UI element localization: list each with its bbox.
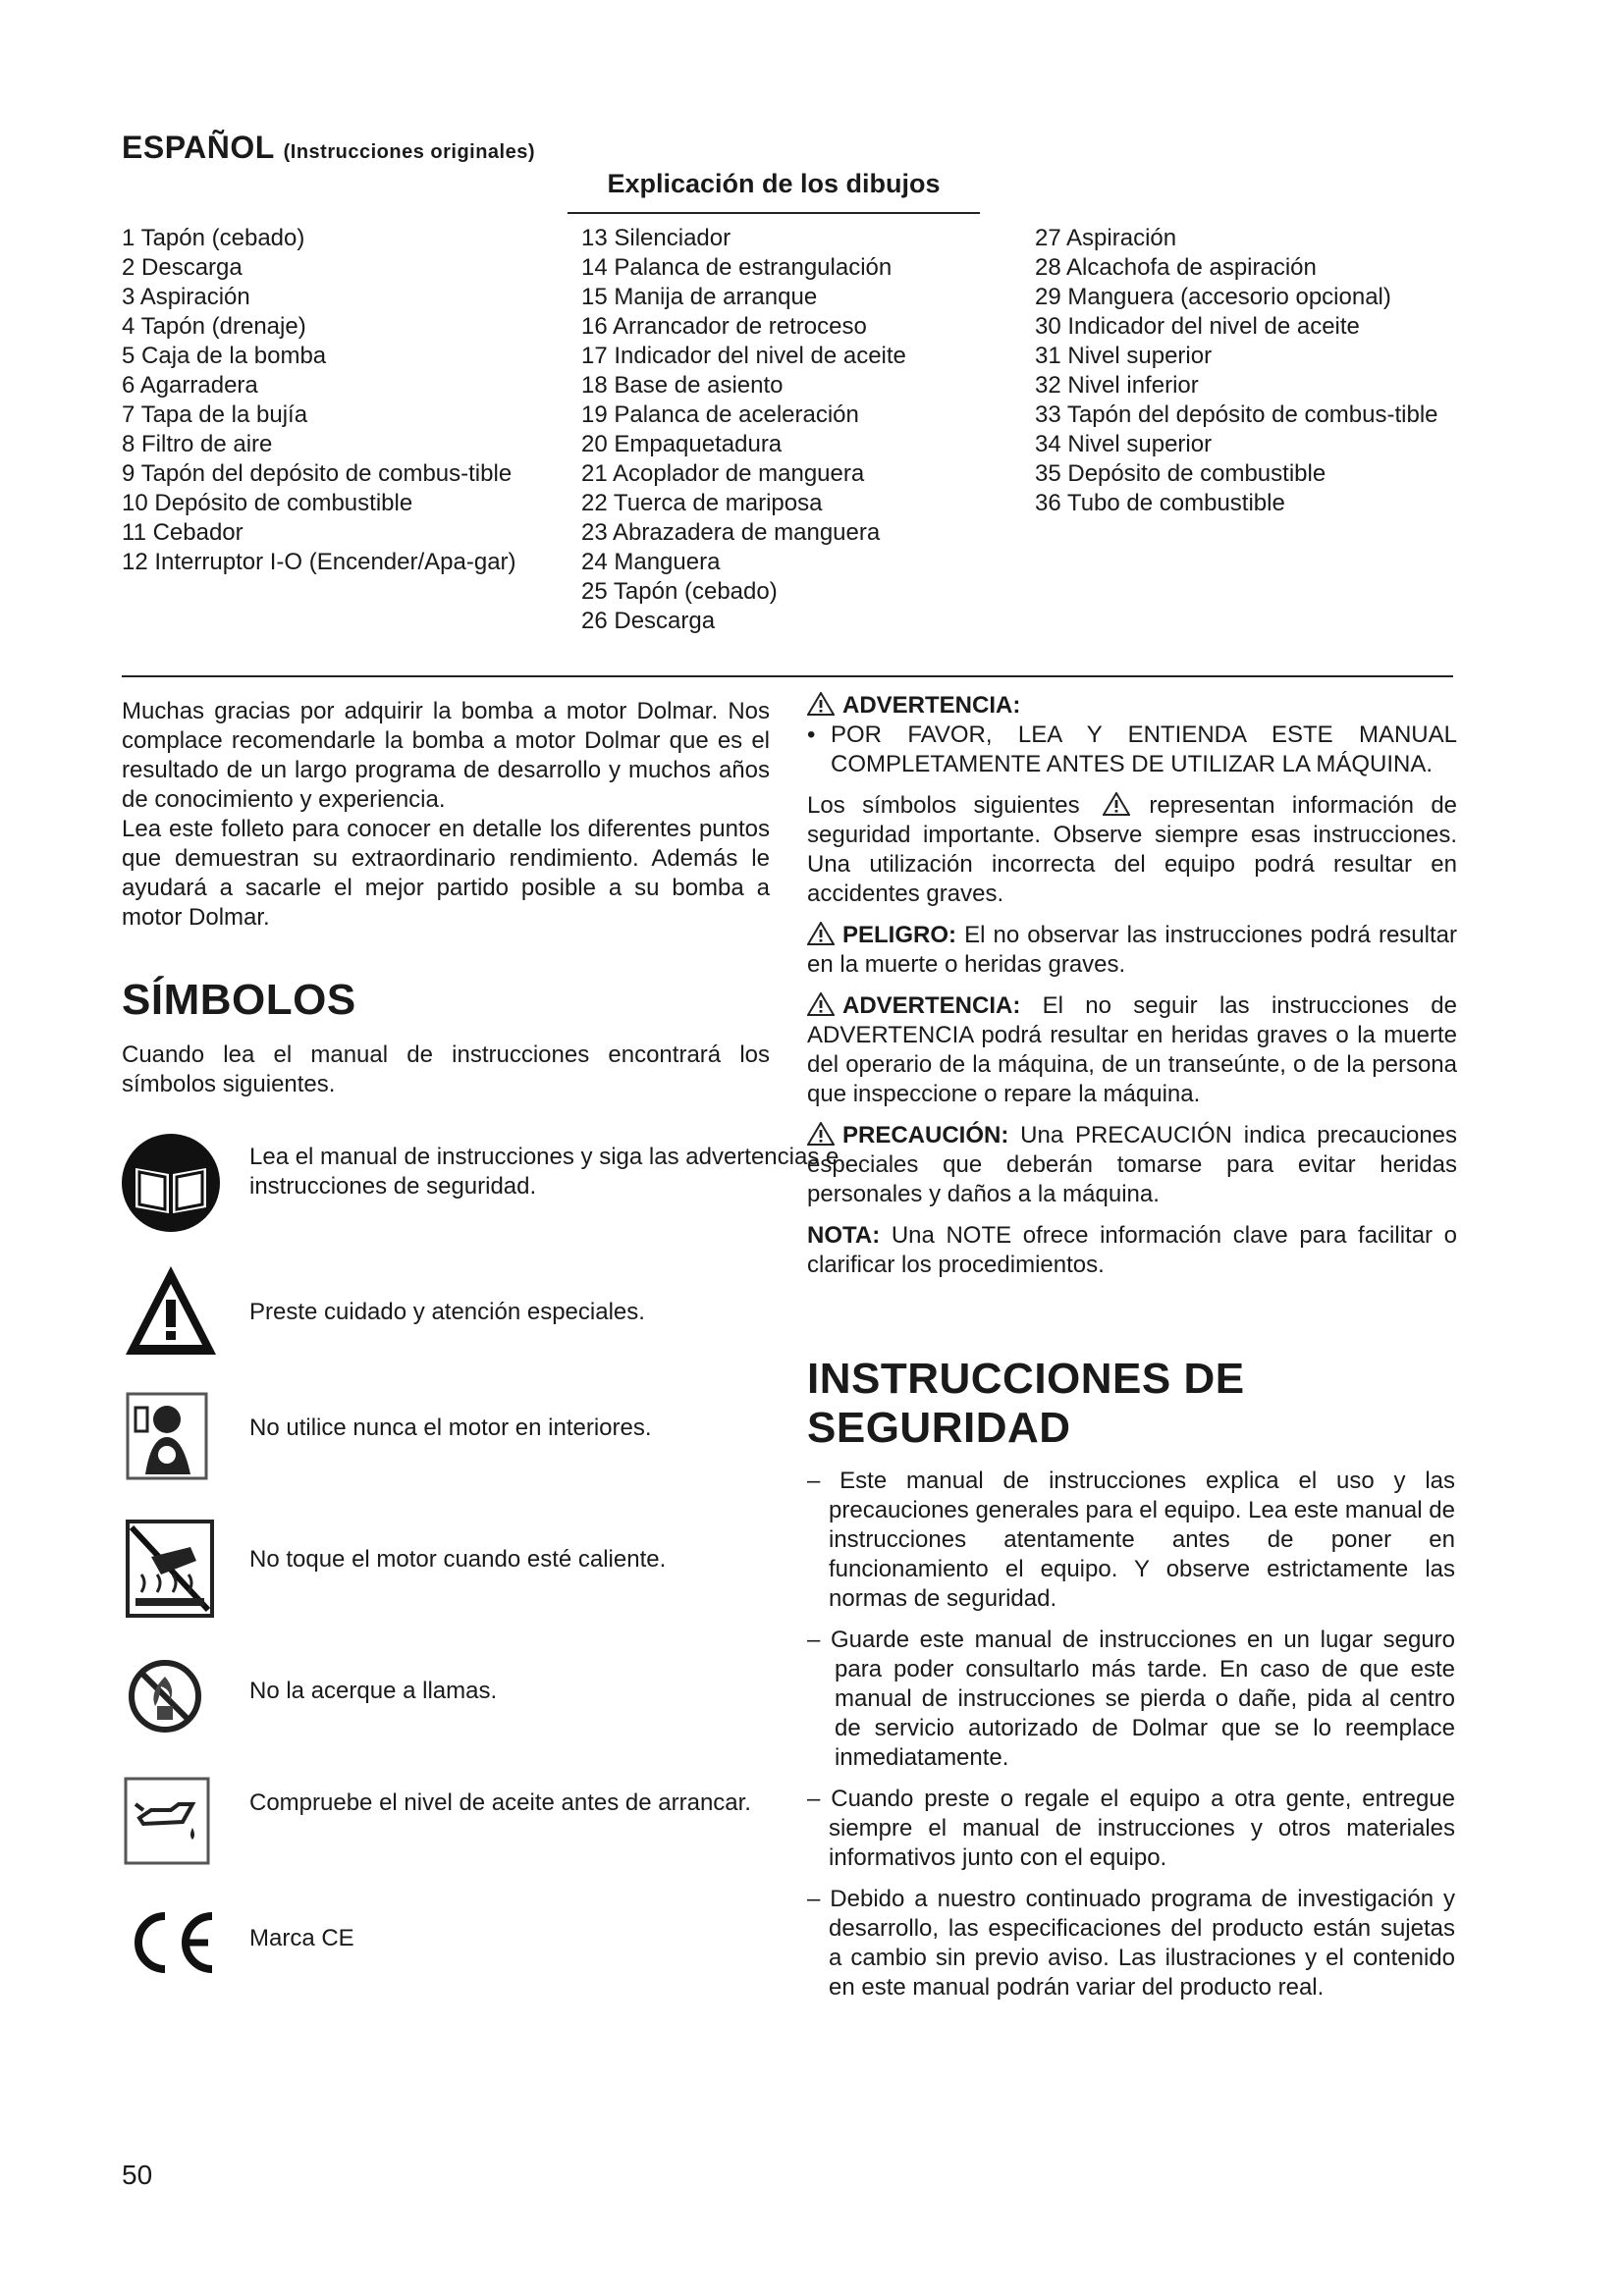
dash-glyph: –	[807, 1786, 832, 1812]
section-divider	[122, 675, 1453, 677]
language-subtitle: (Instrucciones originales)	[283, 141, 536, 163]
nota-paragraph	[807, 1221, 1457, 1280]
figures-title-underline	[568, 212, 980, 214]
advertencia-label: ADVERTENCIA:	[842, 692, 1021, 719]
list-item: 22 Tuerca de mariposa	[581, 490, 823, 516]
figures-title: Explicación de los dibujos	[607, 169, 941, 198]
list-item: 32 Nivel inferior	[1035, 372, 1199, 399]
list-item: 16 Arrancador de retroceso	[581, 313, 867, 340]
symbols-explanation	[807, 791, 1457, 909]
page-number: 50	[122, 2160, 153, 2190]
list-item: 19 Palanca de aceleración	[581, 401, 859, 428]
figures-column-1	[122, 224, 544, 577]
list-item: 2 Descarga	[122, 254, 243, 281]
warnings-block	[807, 691, 1457, 1280]
list-item: 33 Tapón del depósito de combus-tible	[1035, 401, 1438, 428]
list-item: 4 Tapón (drenaje)	[122, 313, 306, 340]
list-item: 28 Alcachofa de aspiración	[1035, 254, 1317, 281]
list-item: 24 Manguera	[581, 549, 721, 575]
list-item: 29 Manguera (accesorio opcional)	[1035, 284, 1391, 310]
ce-mark-icon	[122, 1895, 220, 2002]
safety-heading	[807, 1355, 1245, 1453]
symbol-row-hot-surface	[122, 1518, 770, 1626]
intro-paragraph-1: Muchas gracias por adquirir la bomba a motor Dolmar. Nos complace recomendarle la bomba a motor Dolmar que es el resultado de un largo programa de desarrollo y muchos años de conocimiento y experiencia.	[122, 698, 770, 813]
read-manual-icon	[122, 1129, 220, 1237]
page-header	[122, 130, 535, 166]
list-item	[807, 1885, 1455, 2002]
safety-item-text: Debido a nuestro continuado programa de investigación y desarrollo, las especificaciones del producto están sujetas a cambio sin previo aviso. Las ilustraciones y el contenido en este manual podrán variar del producto real.	[829, 1886, 1455, 2001]
intro-paragraph-2: Lea este folleto para conocer en detalle los diferentes puntos que demuestran su extraordinario rendimiento. Además le ayudará a sacarle el mejor partido posible a su bomba a motor Dolmar.	[122, 816, 770, 931]
dash-glyph: –	[807, 1886, 831, 1912]
list-item: 18 Base de asiento	[581, 372, 784, 399]
hot-surface-icon	[122, 1518, 220, 1626]
safety-item-text: Cuando preste o regale el equipo a otra gente, entregue siempre el manual de instrucciones y otros materiales informativos junto con el equipo.	[829, 1786, 1456, 1871]
nota-label: NOTA:	[807, 1222, 881, 1249]
symbol-text: No toque el motor cuando esté caliente.	[249, 1546, 667, 1573]
list-item: 8 Filtro de aire	[122, 431, 273, 457]
list-item: 20 Empaquetadura	[581, 431, 783, 457]
dash-glyph: –	[807, 1468, 840, 1494]
no-flames-icon	[122, 1647, 220, 1755]
list-item: 35 Depósito de combustible	[1035, 460, 1326, 487]
precaucion-label: PRECAUCIÓN:	[842, 1122, 1009, 1148]
symbol-row-oil-level	[122, 1775, 770, 1883]
list-item: 25 Tapón (cebado)	[581, 578, 778, 605]
list-item: 11 Cebador	[122, 519, 244, 546]
precaucion-text: Una PRECAUCIÓN indica precauciones especiales que deberán tomarse para evitar heridas personales y daños a la máquina.	[807, 1122, 1458, 1207]
oil-level-icon	[122, 1775, 220, 1883]
symbol-text: No utilice nunca el motor en interiores.	[249, 1415, 652, 1441]
list-item: 34 Nivel superior	[1035, 431, 1213, 457]
safety-item-text: Guarde este manual de instrucciones en un lugar seguro para poder consultarlo más tarde. En caso de que este manual de instrucciones se pierda o dañe, pida al centro de servicio autorizado de Dolmar que se lo reemplace inmediatamente.	[830, 1627, 1456, 1771]
warning-triangle-icon	[807, 692, 835, 716]
warning-triangle-icon	[807, 922, 835, 945]
list-item: 15 Manija de arranque	[581, 284, 818, 310]
safety-heading-line-2: SEGURIDAD	[807, 1404, 1071, 1452]
symbol-text: No la acerque a llamas.	[249, 1678, 498, 1704]
dash-glyph: –	[807, 1627, 831, 1653]
list-item: 23 Abrazadera de manguera	[581, 519, 881, 546]
list-item: 7 Tapa de la bujía	[122, 401, 308, 428]
list-item: 36 Tubo de combustible	[1035, 490, 1285, 516]
safety-heading-line-1: INSTRUCCIONES DE	[807, 1355, 1245, 1403]
list-item: 10 Depósito de combustible	[122, 490, 413, 516]
symbols-intro: Cuando lea el manual de instrucciones encontrará los símbolos siguientes.	[122, 1041, 770, 1097]
bullet-glyph: •	[807, 721, 816, 748]
figures-column-3	[1035, 224, 1467, 518]
symbol-row-no-flames	[122, 1647, 770, 1755]
list-item: 5 Caja de la bomba	[122, 343, 327, 369]
warning-triangle-icon	[807, 1122, 835, 1146]
list-item: 1 Tapón (cebado)	[122, 225, 305, 251]
list-item: 26 Descarga	[581, 608, 716, 634]
list-item: 21 Acoplador de manguera	[581, 460, 865, 487]
precaucion-paragraph	[807, 1121, 1457, 1209]
warning-triangle-icon	[122, 1258, 220, 1366]
warning-triangle-icon	[1103, 792, 1130, 816]
nota-text: Una NOTE ofrece información clave para facilitar o clarificar los procedimientos.	[807, 1222, 1458, 1278]
list-item: 13 Silenciador	[581, 225, 731, 251]
list-item: 30 Indicador del nivel de aceite	[1035, 313, 1360, 340]
symbol-row-ce	[122, 1895, 770, 2002]
list-item	[807, 1785, 1455, 1873]
symbol-row-warning	[122, 1258, 770, 1366]
advertencia-heading	[807, 691, 1457, 721]
safety-item-text: Este manual de instrucciones explica el uso y las precauciones generales para el equipo. Lea este manual de instrucciones atentamente antes de poner en funcionamiento el equipo. Y observe estrictamente las normas de seguridad.	[829, 1468, 1455, 1612]
list-item: 6 Agarradera	[122, 372, 258, 399]
list-item: 12 Interruptor I-O (Encender/Apa-gar)	[122, 549, 516, 575]
advertencia-paragraph	[807, 991, 1457, 1109]
list-item: 9 Tapón del depósito de combus-tible	[122, 460, 513, 487]
symbol-text: Compruebe el nivel de aceite antes de arrancar.	[249, 1789, 751, 1816]
figures-column-2	[581, 224, 1013, 636]
symbols-explanation-post: representan información de seguridad importante. Observe siempre esas instrucciones. Una utilización incorrecta del equipo podrá resultar en accidentes graves.	[807, 792, 1458, 907]
list-item: 3 Aspiración	[122, 284, 250, 310]
symbol-row-read-manual	[122, 1129, 839, 1237]
list-item	[807, 1626, 1455, 1773]
peligro-label: PELIGRO:	[842, 922, 957, 948]
safety-list	[807, 1467, 1455, 2002]
list-item: 31 Nivel superior	[1035, 343, 1213, 369]
no-indoor-use-icon	[122, 1386, 220, 1494]
advertencia2-text: El no seguir las instrucciones de ADVERTENCIA podrá resultar en heridas graves o la muerte del operario de la máquina, de un transeúnte, o de la persona que inspeccione o repare la máquina.	[807, 992, 1457, 1107]
symbol-row-no-indoor	[122, 1386, 770, 1494]
symbol-text: Preste cuidado y atención especiales.	[249, 1299, 645, 1325]
symbol-text: Lea el manual de instrucciones y siga las advertencias e instrucciones de seguridad.	[249, 1144, 839, 1200]
symbols-explanation-pre: Los símbolos siguientes	[807, 792, 1080, 819]
language-title: ESPAÑOL	[122, 130, 275, 165]
warning-triangle-icon	[807, 992, 835, 1016]
list-item: 27 Aspiración	[1035, 225, 1177, 251]
symbol-text: Marca CE	[249, 1925, 354, 1951]
symbols-heading: SÍMBOLOS	[122, 976, 356, 1024]
list-item	[807, 1467, 1455, 1614]
list-item: 14 Palanca de estrangulación	[581, 254, 893, 281]
list-item: 17 Indicador del nivel de aceite	[581, 343, 906, 369]
advertencia-bullet-text: POR FAVOR, LEA Y ENTIENDA ESTE MANUAL COMPLETAMENTE ANTES DE UTILIZAR LA MÁQUINA.	[831, 721, 1457, 777]
peligro-text: El no observar las instrucciones podrá resultar en la muerte o heridas graves.	[807, 922, 1457, 978]
advertencia2-label: ADVERTENCIA:	[842, 992, 1021, 1019]
advertencia-bullet	[807, 721, 1457, 779]
peligro-paragraph	[807, 921, 1457, 980]
